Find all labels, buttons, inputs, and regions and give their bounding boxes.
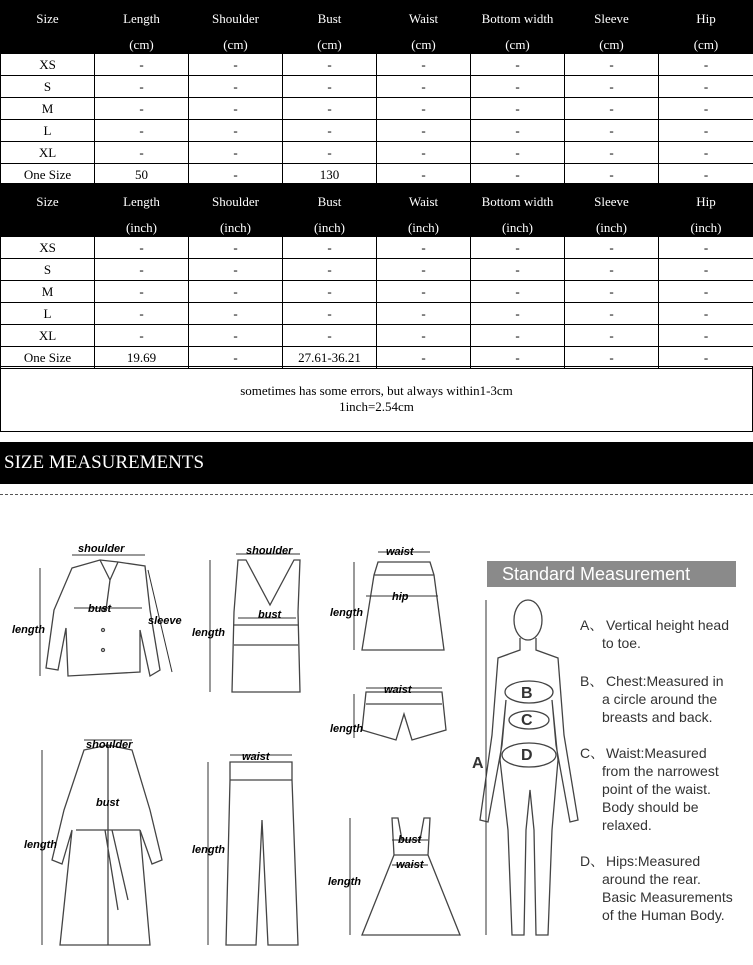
table-cell: - xyxy=(659,303,753,325)
table-cell: - xyxy=(377,325,471,347)
table-cell: - xyxy=(283,76,377,98)
table-cell: - xyxy=(283,237,377,259)
table-cell: - xyxy=(95,259,189,281)
table-cell: - xyxy=(189,259,283,281)
table-cell: - xyxy=(377,281,471,303)
table-cell: - xyxy=(565,281,659,303)
table-cell: - xyxy=(471,259,565,281)
header-unit: (cm) xyxy=(223,37,248,52)
body-figure-drawing xyxy=(480,600,578,935)
standard-item-key: A、 xyxy=(580,617,604,633)
table-cell: S xyxy=(1,76,95,98)
header-name: Hip xyxy=(696,194,716,209)
table-cell: - xyxy=(377,164,471,186)
standard-item-line: around the rear. xyxy=(602,871,701,887)
table-cell: - xyxy=(565,54,659,76)
table-row xyxy=(1,98,753,120)
table-cell: - xyxy=(471,76,565,98)
note-conversion: 1inch=2.54cm xyxy=(339,399,414,414)
table-cell: - xyxy=(189,347,283,369)
table-cell: - xyxy=(95,325,189,347)
header-unit: (inch) xyxy=(407,220,440,235)
table-cell: - xyxy=(565,98,659,120)
pants-drawing xyxy=(226,762,298,945)
marker-c: C xyxy=(521,712,533,729)
header-cell xyxy=(659,1,753,54)
header-cell xyxy=(283,1,377,54)
header-name: Bottom width xyxy=(481,194,554,209)
header-unit: (cm) xyxy=(505,37,530,52)
header-cell xyxy=(565,184,659,237)
header-row xyxy=(1,1,753,54)
table-row xyxy=(1,142,753,164)
table-row xyxy=(1,54,753,76)
header-name: Waist xyxy=(408,11,439,26)
table-cell: - xyxy=(283,120,377,142)
standard-description-list xyxy=(580,617,733,923)
header-cell xyxy=(189,184,283,237)
table-cell: - xyxy=(189,281,283,303)
standard-item-line: Hips:Measured xyxy=(606,853,701,869)
table-cell: - xyxy=(659,164,753,186)
standard-item-line: from the narrowest xyxy=(602,763,719,779)
header-cell xyxy=(189,1,283,54)
blouse-shoulder-label: shoulder xyxy=(78,543,125,555)
header-cell xyxy=(659,184,753,237)
table-cell: - xyxy=(283,281,377,303)
skirt-hip-label: hip xyxy=(392,591,409,603)
standard-item-line: Body should be xyxy=(602,799,699,815)
table-cell: - xyxy=(659,54,753,76)
standard-item-line: Basic Measurements xyxy=(602,889,733,905)
table-cell: - xyxy=(471,281,565,303)
shorts-drawing xyxy=(362,692,446,740)
table-cell: 130 xyxy=(283,164,377,186)
header-name: Length xyxy=(123,194,160,209)
header-name: Bottom width xyxy=(481,11,554,26)
section-banner: SIZE MEASUREMENTS xyxy=(0,442,753,484)
table-cell: - xyxy=(189,54,283,76)
table-cell: L xyxy=(1,303,95,325)
table-cell: - xyxy=(565,76,659,98)
table-row xyxy=(1,325,753,347)
table-cell: - xyxy=(471,142,565,164)
table-cell: - xyxy=(377,259,471,281)
table-row xyxy=(1,237,753,259)
blouse-bust-label: bust xyxy=(88,603,112,615)
header-unit: (inch) xyxy=(501,220,534,235)
blouse-drawing xyxy=(46,560,160,676)
table-cell: - xyxy=(189,76,283,98)
marker-d: D xyxy=(521,747,533,764)
header-unit: (inch) xyxy=(690,220,722,235)
blouse-length-label: length xyxy=(12,624,45,636)
table-cell: - xyxy=(95,98,189,120)
standard-item-key: C、 xyxy=(580,745,605,761)
table-cell: 19.69 xyxy=(95,347,189,369)
table-cell: - xyxy=(189,120,283,142)
table-cell: - xyxy=(283,54,377,76)
table-cell: - xyxy=(565,347,659,369)
table-cell: M xyxy=(1,281,95,303)
table-cell: - xyxy=(95,281,189,303)
table-cell: - xyxy=(565,325,659,347)
table-cell: 50 xyxy=(95,164,189,186)
header-name: Size xyxy=(36,194,59,209)
shorts-waist-label: waist xyxy=(384,684,412,696)
table-cell: - xyxy=(377,120,471,142)
blouse-sleeve-label: sleeve xyxy=(148,615,182,627)
note-error-range: sometimes has some errors, but always within1-3cm xyxy=(240,383,513,398)
pants-waist-label: waist xyxy=(242,751,270,763)
table-cell: - xyxy=(283,325,377,347)
table-cell: S xyxy=(1,259,95,281)
table-cell: - xyxy=(565,120,659,142)
tank-length-label: length xyxy=(192,627,225,639)
standard-item-line: Chest:Measured in xyxy=(606,673,724,689)
skirt-length-label: length xyxy=(330,607,363,619)
table-cell: - xyxy=(95,237,189,259)
table-cell: - xyxy=(565,259,659,281)
header-cell xyxy=(1,184,95,237)
marker-a: A xyxy=(472,755,484,772)
header-unit: (cm) xyxy=(693,37,719,52)
pants-length-label: length xyxy=(192,844,225,856)
skirt-waist-label: waist xyxy=(386,546,414,558)
header-cell xyxy=(377,184,471,237)
table-cell: - xyxy=(377,76,471,98)
table-cell: - xyxy=(283,303,377,325)
table-cell: - xyxy=(377,347,471,369)
header-name: Waist xyxy=(408,194,439,209)
header-unit: (cm) xyxy=(411,37,436,52)
size-table-inch xyxy=(0,183,753,369)
table-cell: - xyxy=(471,120,565,142)
tank-bust-label: bust xyxy=(258,609,282,621)
table-cell: - xyxy=(283,259,377,281)
table-cell: - xyxy=(377,142,471,164)
table-row xyxy=(1,259,753,281)
table-cell: - xyxy=(189,164,283,186)
table-cell: One Size xyxy=(1,347,95,369)
standard-item-line: of the Human Body. xyxy=(602,907,725,923)
table-cell: XL xyxy=(1,142,95,164)
table-cell: One Size xyxy=(1,164,95,186)
header-cell xyxy=(1,1,95,54)
table-cell: - xyxy=(95,142,189,164)
header-unit: (inch) xyxy=(595,220,628,235)
table-cell: - xyxy=(377,237,471,259)
standard-item-line: Waist:Measured xyxy=(606,745,707,761)
table-cell: - xyxy=(659,237,753,259)
dress-length-label: length xyxy=(328,876,361,888)
header-cell xyxy=(471,184,565,237)
table-cell: - xyxy=(95,54,189,76)
table-cell: L xyxy=(1,120,95,142)
table-cell: - xyxy=(659,259,753,281)
measurement-note xyxy=(0,366,753,432)
table-cell: - xyxy=(659,142,753,164)
table-cell: - xyxy=(189,303,283,325)
table-cell: - xyxy=(283,142,377,164)
table-row xyxy=(1,303,753,325)
header-name: Shoulder xyxy=(212,11,259,26)
table-cell: - xyxy=(189,98,283,120)
coat-length-label: length xyxy=(24,839,57,851)
standard-item-line: to toe. xyxy=(602,635,641,651)
standard-item-key: D、 xyxy=(580,853,605,869)
table-cell: - xyxy=(377,54,471,76)
skirt-drawing xyxy=(362,562,444,650)
table-cell: - xyxy=(659,98,753,120)
table-cell: - xyxy=(189,325,283,347)
table-row xyxy=(1,281,753,303)
table-cell: XS xyxy=(1,237,95,259)
measurement-illustration xyxy=(0,500,753,965)
header-unit: (inch) xyxy=(125,220,158,235)
header-row xyxy=(1,184,753,237)
standard-item-line: a circle around the xyxy=(602,691,718,707)
table-cell: - xyxy=(95,76,189,98)
table-cell: - xyxy=(565,303,659,325)
header-unit: (cm) xyxy=(317,37,342,52)
standard-item-line: relaxed. xyxy=(602,817,652,833)
table-cell: 27.61-36.21 xyxy=(283,347,377,369)
header-unit: (cm) xyxy=(129,37,154,52)
table-cell: - xyxy=(471,164,565,186)
table-cell: - xyxy=(95,120,189,142)
tank-shoulder-label: shoulder xyxy=(246,545,293,557)
standard-item-line: Vertical height head xyxy=(606,617,729,633)
header-name: Hip xyxy=(696,11,716,26)
table-cell: - xyxy=(659,281,753,303)
table-cell: - xyxy=(283,98,377,120)
table-cell: - xyxy=(659,120,753,142)
header-cell xyxy=(565,1,659,54)
table-cell: - xyxy=(189,142,283,164)
header-cell xyxy=(283,184,377,237)
table-cell: - xyxy=(659,347,753,369)
header-cell xyxy=(377,1,471,54)
table-cell: - xyxy=(471,237,565,259)
coat-drawing xyxy=(52,745,162,945)
header-name: Bust xyxy=(317,11,342,26)
standard-item-line: point of the waist. xyxy=(602,781,711,797)
table-cell: - xyxy=(471,98,565,120)
tank-top-drawing xyxy=(232,560,300,692)
dashed-divider xyxy=(0,494,753,495)
header-unit: (cm) xyxy=(599,37,624,52)
table-cell: M xyxy=(1,98,95,120)
table-cell: - xyxy=(565,237,659,259)
table-cell: - xyxy=(95,303,189,325)
table-cell: XL xyxy=(1,325,95,347)
header-unit: (inch) xyxy=(219,220,252,235)
table-cell: - xyxy=(377,303,471,325)
table-row xyxy=(1,120,753,142)
header-name: Sleeve xyxy=(594,194,629,209)
standard-item-line: breasts and back. xyxy=(602,709,713,725)
header-cell xyxy=(471,1,565,54)
table-cell: - xyxy=(659,76,753,98)
table-cell: - xyxy=(659,325,753,347)
header-cell xyxy=(95,184,189,237)
table-cell: - xyxy=(471,347,565,369)
table-row xyxy=(1,76,753,98)
header-cell xyxy=(95,1,189,54)
size-table-cm xyxy=(0,0,753,186)
table-cell: XS xyxy=(1,54,95,76)
header-name: Shoulder xyxy=(212,194,259,209)
header-name: Size xyxy=(36,11,59,26)
header-unit: (inch) xyxy=(313,220,346,235)
coat-shoulder-label: shoulder xyxy=(86,739,133,751)
table-cell: - xyxy=(471,325,565,347)
shorts-length-label: length xyxy=(330,723,363,735)
coat-bust-label: bust xyxy=(96,797,120,809)
dress-waist-label: waist xyxy=(396,859,424,871)
standard-title: Standard Measurement xyxy=(502,564,691,584)
table-cell: - xyxy=(565,142,659,164)
table-cell: - xyxy=(377,98,471,120)
table-cell: - xyxy=(471,54,565,76)
header-name: Bust xyxy=(317,194,342,209)
dress-bust-label: bust xyxy=(398,834,422,846)
table-cell: - xyxy=(565,164,659,186)
marker-b: B xyxy=(521,685,533,702)
table-cell: - xyxy=(471,303,565,325)
standard-item-key: B、 xyxy=(580,673,604,689)
header-name: Length xyxy=(123,11,160,26)
table-cell: - xyxy=(189,237,283,259)
header-name: Sleeve xyxy=(594,11,629,26)
